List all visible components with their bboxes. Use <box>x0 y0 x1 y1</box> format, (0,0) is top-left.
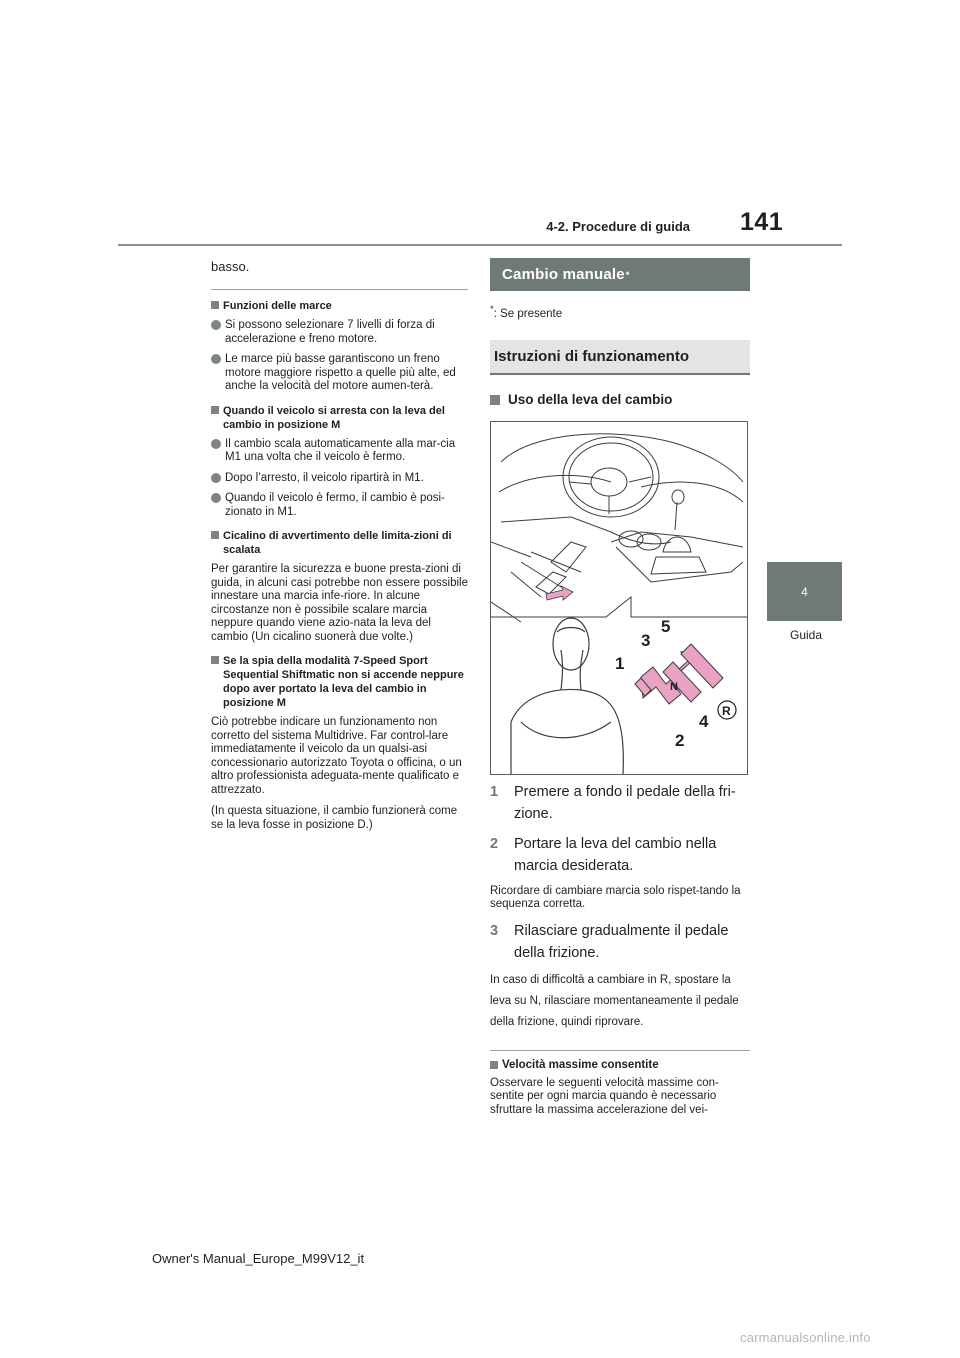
header-divider <box>118 244 842 246</box>
step-note: In caso di difficoltà a cambiare in R, spostare la leva su N, rilasciare momentaneamente il pedale della frizione, quindi riprovare. <box>490 973 739 1028</box>
step-item <box>490 833 750 877</box>
right-divider <box>490 1050 750 1051</box>
section-title-band <box>490 258 750 291</box>
gear-illustration-svg <box>491 422 747 774</box>
procedure-heading: Uso della leva del cambio <box>490 392 750 407</box>
section-heading: Funzioni delle marce <box>211 299 468 313</box>
gear-label: 1 <box>615 653 625 673</box>
chapter-tab[interactable] <box>767 562 842 621</box>
gear-label: 3 <box>641 630 651 650</box>
chapter-label: Guida <box>789 628 823 642</box>
section-label: 4-2. Procedure di guida <box>546 219 690 234</box>
section-text: Per garantire la sicurezza e buone presta-zioni di guida, in alcuni casi potrebbe non essere possibile innestare una marcia infe-riore. In alcune circostanze non è possibile scalare marcia neppure quando viene azio-nata la leva del cambio (Un cicalino suonerà due volte.) <box>211 563 468 643</box>
subsection-title: Istruzioni di funzionamento <box>494 347 689 365</box>
gear-lever-illustration <box>490 421 748 775</box>
gear-label: N <box>670 680 678 693</box>
step-text: Premere a fondo il pedale della fri-zione. <box>514 783 736 822</box>
section-heading: Cicalino di avvertimento delle limita-zioni di scalata <box>211 529 468 557</box>
section-title: Cambio manuale <box>502 266 625 283</box>
left-divider <box>211 289 468 290</box>
page-number: 141 <box>740 208 784 236</box>
gear-label: R <box>722 703 731 718</box>
footnote <box>490 304 750 320</box>
step-number: 3 <box>490 922 499 939</box>
section-heading: Se la spia della modalità 7-Speed Sport Sequential Shiftmatic non si accende neppure dopo aver portato la leva del cambio in posizione M <box>211 654 468 710</box>
section-text-note: (In questa situazione, il cambio funzionerà come se la leva fosse in posizione D.) <box>211 805 458 831</box>
title-asterisk: * <box>625 269 630 280</box>
gear-label: 4 <box>699 711 709 731</box>
left-column <box>211 250 468 840</box>
step-number: 2 <box>490 835 499 852</box>
bullet-item: Quando il veicolo è fermo, il cambio è posi-zionato in M1. <box>211 492 468 519</box>
section-text: Osservare le seguenti velocità massime con-sentite per ogni marcia quando è necessario sfruttare la massima accelerazione del vei- <box>490 1076 719 1116</box>
subsection-title-band <box>490 340 750 375</box>
footnote-asterisk: * <box>490 304 494 315</box>
gear-label: 5 <box>661 616 671 636</box>
step-item <box>490 920 750 964</box>
section-heading: Quando il veicolo si arresta con la leva del cambio in posizione M <box>211 404 468 432</box>
step-item <box>490 781 750 825</box>
gear-label: 2 <box>675 730 685 750</box>
step-text: Portare la leva del cambio nella marcia desiderata. <box>514 835 717 874</box>
step-text: Rilasciare gradualmente il pedale della frizione. <box>514 922 729 961</box>
footer-manual-id: Owner's Manual_Europe_M99V12_it <box>152 1251 365 1266</box>
watermark-text: carmanualsonline.info <box>740 1330 871 1345</box>
right-column <box>490 258 750 1117</box>
footnote-text: : Se presente <box>493 307 563 320</box>
bullet-item: Le marce più basse garantiscono un freno motore maggiore rispetto a quelle più alte, ed anche la velocità del motore aumen-terà. <box>211 353 468 394</box>
bullet-item: Il cambio scala automaticamente alla mar-cia M1 una volta che il veicolo è fermo. <box>211 438 468 465</box>
step-number: 1 <box>490 783 499 800</box>
continuation-text: basso. <box>211 259 250 274</box>
step-note: Ricordare di cambiare marcia solo rispet-tando la sequenza corretta. <box>490 884 741 911</box>
bullet-item: Si possono selezionare 7 livelli di forza di accelerazione e freno motore. <box>211 319 468 346</box>
chapter-number: 4 <box>801 584 808 599</box>
bullet-item: Dopo l’arresto, il veicolo ripartirà in M1. <box>211 472 468 486</box>
section-text: Ciò potrebbe indicare un funzionamento non corretto del sistema Multidrive. Far control-lare immediatamente il veicolo da un qualsi-asi concessionario autorizzato Toyota o officina, o un altro professionista adeguata-mente qualificato e attrezzato. <box>211 716 462 796</box>
section-heading: Velocità massime consentite <box>490 1059 750 1071</box>
